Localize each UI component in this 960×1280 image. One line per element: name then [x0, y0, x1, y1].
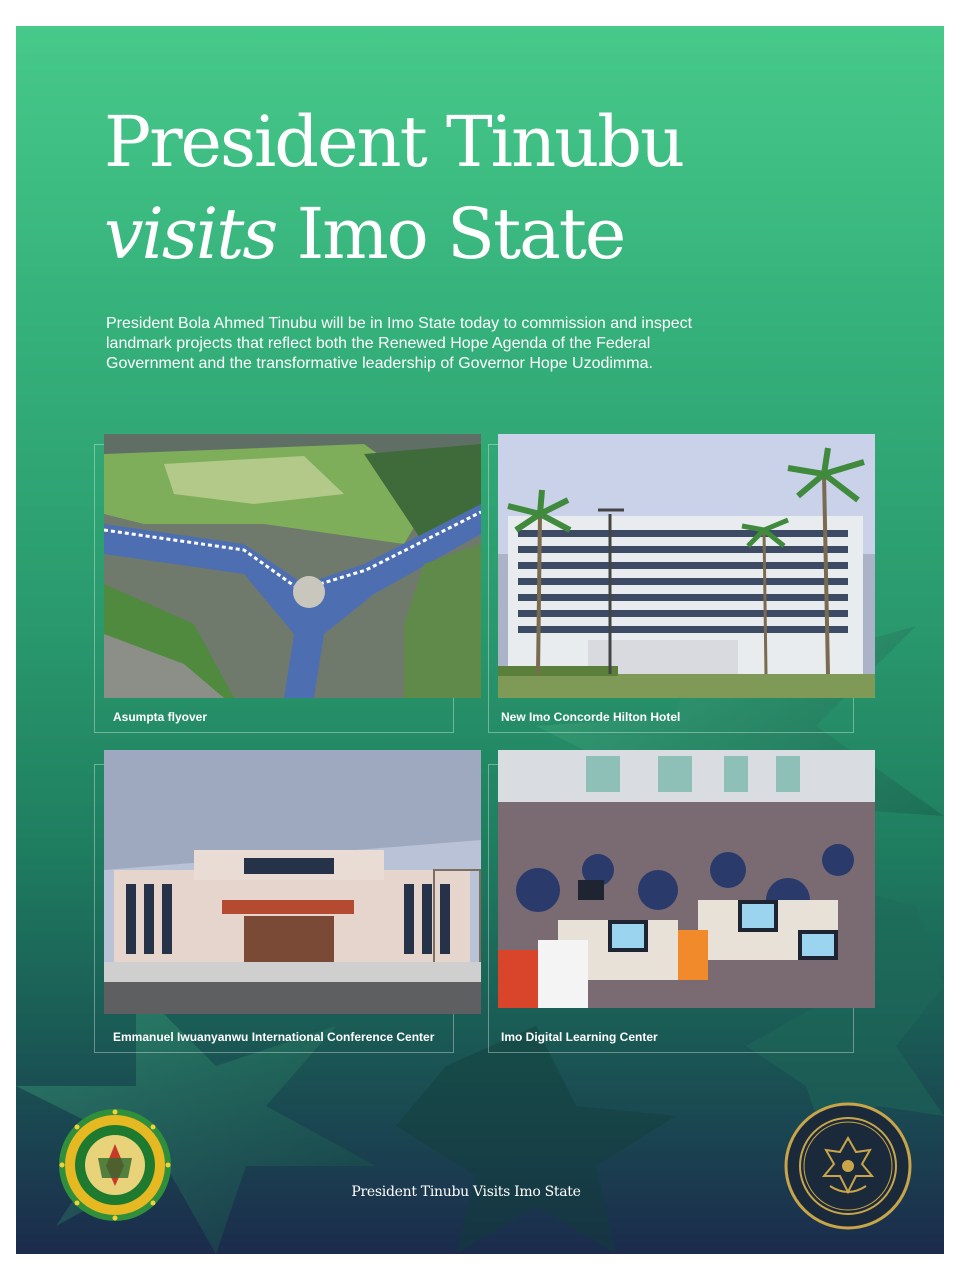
title-line-2 — [104, 193, 624, 275]
project-caption: Emmanuel Iwuanyanwu International Conference Center — [113, 1030, 435, 1044]
imo-state-seal-logo — [58, 1108, 172, 1222]
intro-paragraph: President Bola Ahmed Tinubu will be in Imo State today to commission and inspect landmark projects that reflect both the Renewed Hope Agenda of the Federal Government and the transformative leadership of Governor Hope Uzodimma. — [106, 315, 693, 372]
poster — [16, 26, 944, 1254]
project-caption: Asumpta flyover — [113, 710, 208, 724]
project-photo-conference-center — [104, 750, 481, 1014]
page-title — [104, 96, 683, 280]
title-italic-word: visits — [104, 193, 277, 275]
project-caption: Imo Digital Learning Center — [501, 1030, 658, 1044]
title-line-1: President Tinubu — [104, 101, 684, 183]
title-line-2-rest: Imo State — [296, 193, 625, 275]
project-caption: New Imo Concorde Hilton Hotel — [501, 710, 681, 724]
federal-seal-logo — [784, 1102, 912, 1230]
project-photo-flyover — [104, 434, 481, 698]
project-photo-learning-center — [498, 750, 875, 1008]
project-photo-hotel — [498, 434, 875, 698]
footer-title: President Tinubu Visits Imo State — [351, 1184, 581, 1200]
